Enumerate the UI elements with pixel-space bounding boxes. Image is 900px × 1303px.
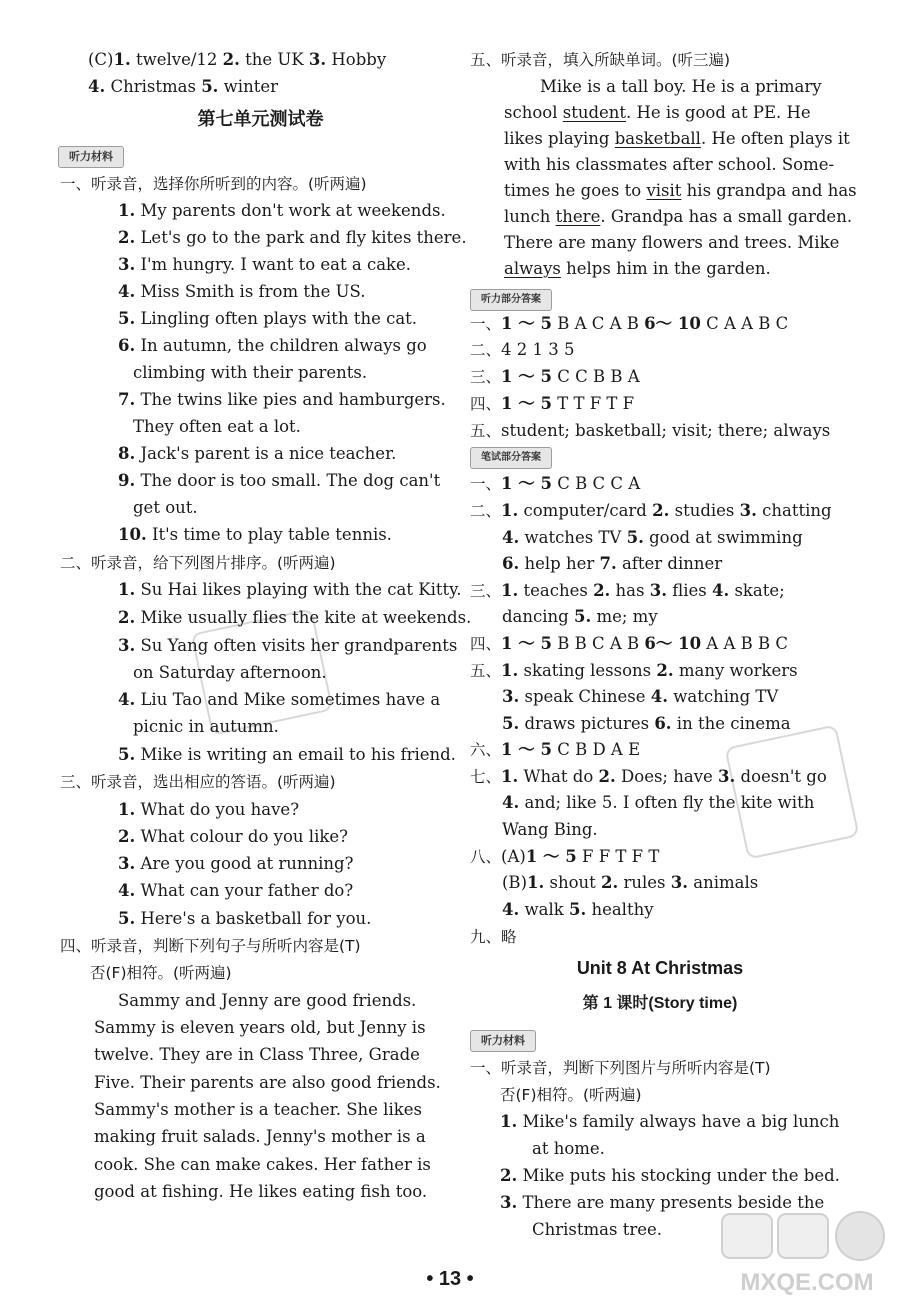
- unit-test-title: 第七单元测试卷: [197, 109, 324, 130]
- passage-line: always helps him in the garden.: [504, 259, 771, 278]
- list-item-continuation: picnic in autumn.: [133, 717, 279, 736]
- list-item: 2. Mike usually flies the kite at weekends.: [118, 608, 472, 627]
- list-item-continuation: They often eat a lot.: [133, 417, 301, 436]
- listening-answers-tag: 听力部分答案: [470, 289, 552, 311]
- section-3-heading: 三、听录音，选出相应的答语。(听两遍): [60, 773, 336, 791]
- list-item: 2. What colour do you like?: [118, 827, 348, 846]
- answer-row: 四、1 ～ 5 B B C A B 6～ 10 A A B B C: [470, 634, 788, 653]
- answer-row: 五、1. skating lessons 2. many workers: [470, 661, 798, 680]
- list-item: 4. What can your father do?: [118, 881, 354, 900]
- answer-row: 4. walk 5. healthy: [502, 900, 654, 919]
- list-item: 2. Mike puts his stocking under the bed.: [500, 1166, 840, 1185]
- answer-row: 二、1. computer/card 2. studies 3. chatting: [470, 501, 832, 520]
- answer-row: 4. and; like 5. I often fly the kite with: [502, 793, 815, 812]
- passage-line: times he goes to visit his grandpa and has: [504, 181, 857, 200]
- answer-row: 4. watches TV 5. good at swimming: [502, 528, 803, 547]
- answer-row: 6. help her 7. after dinner: [502, 554, 723, 573]
- answer-row: 一、1 ～ 5 C B C C A: [470, 474, 641, 493]
- prev-answer-line-2: 4. Christmas 5. winter: [88, 77, 278, 96]
- prev-answer-line-1: (C)1. twelve/12 2. the UK 3. Hobby: [88, 50, 387, 69]
- written-answers-tag: 笔试部分答案: [470, 447, 552, 469]
- passage-line: lunch there. Grandpa has a small garden.: [504, 207, 853, 226]
- answer-row: 5. draws pictures 6. in the cinema: [502, 714, 791, 733]
- passage-line: There are many flowers and trees. Mike: [504, 233, 840, 252]
- list-item: 9. The door is too small. The dog can't: [118, 471, 441, 490]
- list-item-continuation: Christmas tree.: [532, 1220, 663, 1239]
- list-item: 8. Jack's parent is a nice teacher.: [118, 444, 397, 463]
- answer-row: 二、4 2 1 3 5: [470, 340, 575, 359]
- answer-row: 九、略: [470, 928, 517, 946]
- list-item: 7. The twins like pies and hamburgers.: [118, 390, 446, 409]
- list-item: 2. Let's go to the park and fly kites there.: [118, 228, 467, 247]
- list-item: 4. Miss Smith is from the US.: [118, 282, 366, 301]
- list-item: 6. In autumn, the children always go: [118, 336, 427, 355]
- section-1-heading: 一、听录音，选择你所听到的内容。(听两遍): [60, 175, 367, 193]
- passage-line: Sammy and Jenny are good friends.: [118, 991, 417, 1010]
- passage-line: Sammy is eleven years old, but Jenny is: [94, 1018, 426, 1037]
- list-item: 5. Here's a basketball for you.: [118, 909, 372, 928]
- list-item: 3. Are you good at running?: [118, 854, 354, 873]
- list-item-continuation: on Saturday afternoon.: [133, 663, 327, 682]
- passage-line: Sammy's mother is a teacher. She likes: [94, 1100, 422, 1119]
- section-5-heading: 五、听录音，填入所缺单词。(听三遍): [470, 51, 731, 69]
- answer-row: dancing 5. me; my: [502, 607, 658, 626]
- list-item-continuation: at home.: [532, 1139, 605, 1158]
- passage-line: good at fishing. He likes eating fish too.: [94, 1182, 428, 1201]
- lesson-title: 第 1 课时(Story time): [582, 995, 738, 1012]
- list-item: 3. Su Yang often visits her grandparents: [118, 636, 458, 655]
- passage-line: school student. He is good at PE. He: [504, 103, 811, 122]
- unit-8-title: Unit 8 At Christmas: [576, 958, 744, 978]
- answer-row: (B)1. shout 2. rules 3. animals: [502, 873, 759, 892]
- list-item: 3. There are many presents beside the: [500, 1193, 825, 1212]
- passage-line: with his classmates after school. Some-: [504, 155, 835, 174]
- answer-row: 一、1 ～ 5 B A C A B 6～ 10 C A A B C: [470, 314, 789, 333]
- answer-row: 八、(A)1 ～ 5 F F T F T: [470, 847, 660, 866]
- answer-row: 四、1 ～ 5 T T F T F: [470, 394, 635, 413]
- answer-row: 3. speak Chinese 4. watching TV: [502, 687, 779, 706]
- list-item: 3. I'm hungry. I want to eat a cake.: [118, 255, 412, 274]
- section-2-heading: 二、听录音，给下列图片排序。(听两遍): [60, 554, 336, 572]
- passage-line: cook. She can make cakes. Her father is: [94, 1155, 431, 1174]
- list-item-continuation: get out.: [133, 498, 198, 517]
- list-item: 1. My parents don't work at weekends.: [118, 201, 446, 220]
- passage-line: likes playing basketball. He often plays it: [504, 129, 850, 148]
- unit8-section-1-heading: 一、听录音，判断下列图片与所听内容是(T): [470, 1059, 771, 1077]
- list-item: 1. Su Hai likes playing with the cat Kitty.: [118, 580, 462, 599]
- section-4-heading: 四、听录音，判断下列句子与所听内容是(T): [60, 937, 361, 955]
- passage-line: making fruit salads. Jenny's mother is a: [94, 1127, 426, 1146]
- answer-row: 五、student; basketball; visit; there; always: [470, 421, 831, 440]
- answer-row: 三、1. teaches 2. has 3. flies 4. skate;: [470, 581, 785, 600]
- listening-material-tag-2: 听力材料: [470, 1030, 536, 1052]
- passage-line: Mike is a tall boy. He is a primary: [540, 77, 822, 96]
- list-item: 10. It's time to play table tennis.: [118, 525, 392, 544]
- watermark-logo-text: MXQE.COM: [740, 1269, 874, 1296]
- watermark-logo: [712, 1210, 892, 1300]
- list-item: 1. Mike's family always have a big lunch: [500, 1112, 840, 1131]
- passage-line: Five. Their parents are also good friends.: [94, 1073, 441, 1092]
- unit8-section-1-heading-cont: 否(F)相符。(听两遍): [500, 1086, 642, 1104]
- answer-row: Wang Bing.: [502, 820, 598, 839]
- answer-row: 七、1. What do 2. Does; have 3. doesn't go: [470, 767, 827, 786]
- listening-material-tag: 听力材料: [58, 146, 124, 168]
- list-item: 5. Lingling often plays with the cat.: [118, 309, 418, 328]
- list-item: 5. Mike is writing an email to his friend.: [118, 745, 456, 764]
- answer-row: 三、1 ～ 5 C C B B A: [470, 367, 640, 386]
- list-item: 4. Liu Tao and Mike sometimes have a: [118, 690, 441, 709]
- list-item: 1. What do you have?: [118, 800, 300, 819]
- page-number: • 13 •: [426, 1268, 474, 1290]
- passage-line: twelve. They are in Class Three, Grade: [94, 1045, 420, 1064]
- answer-row: 六、1 ～ 5 C B D A E: [470, 740, 641, 759]
- section-4-heading-cont: 否(F)相符。(听两遍): [90, 964, 232, 982]
- list-item-continuation: climbing with their parents.: [133, 363, 368, 382]
